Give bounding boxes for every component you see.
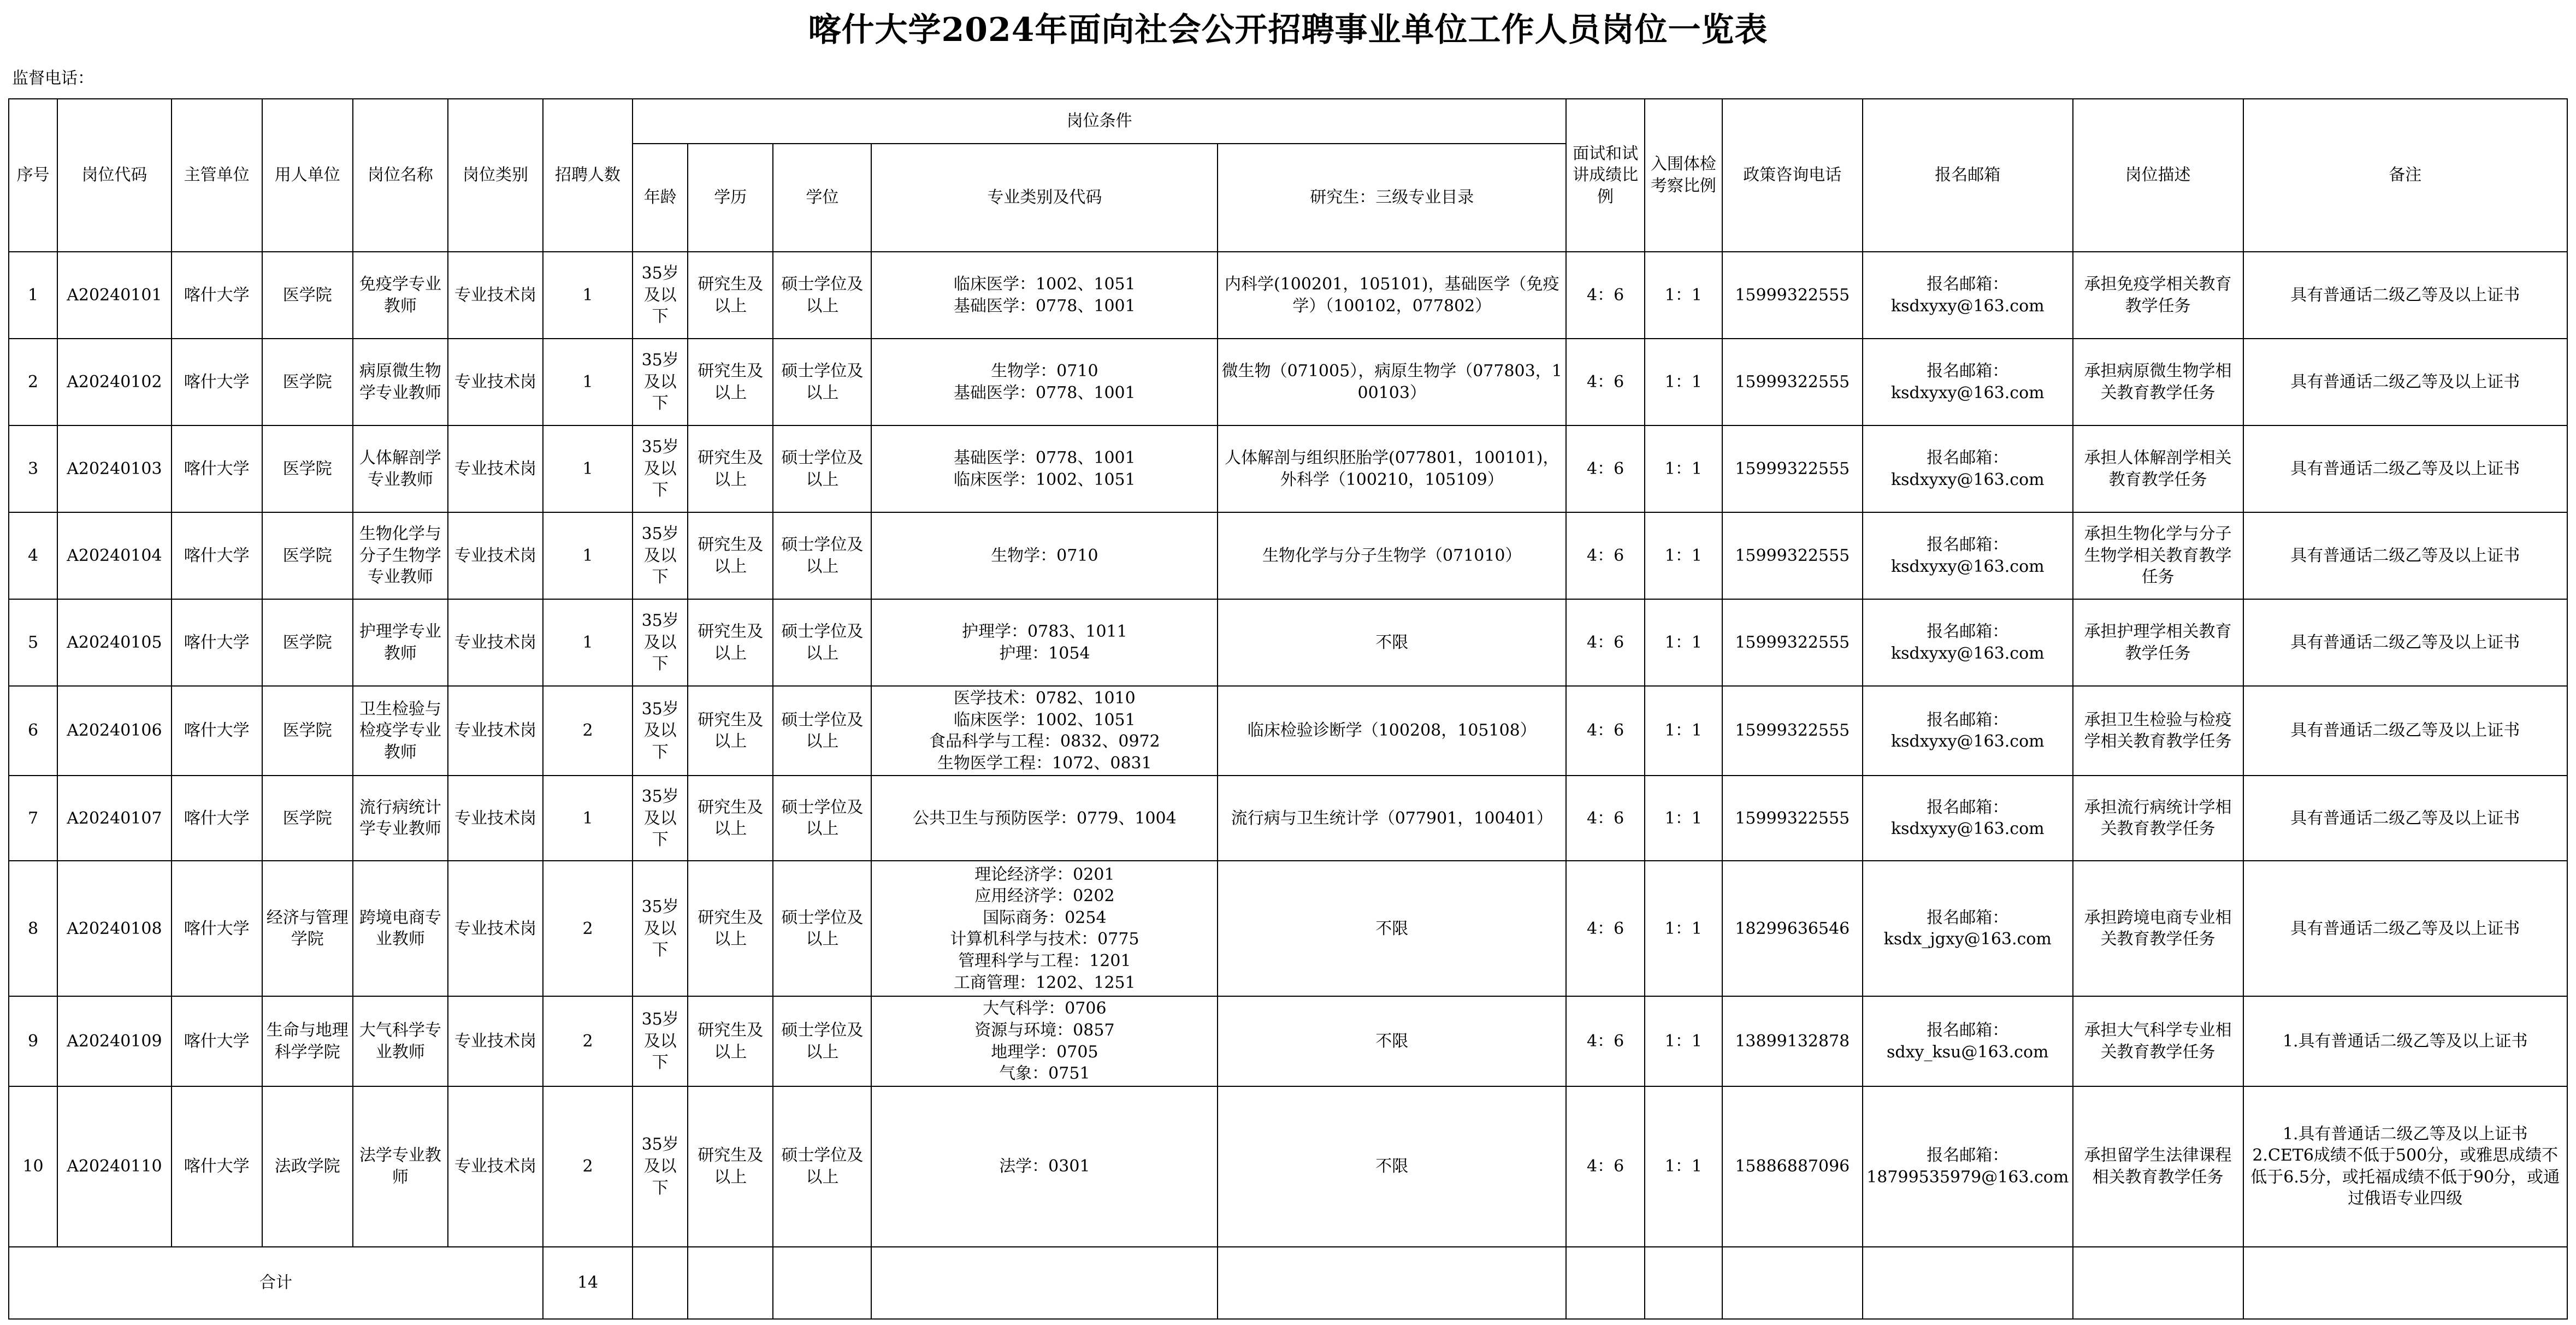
header-count: 招聘人数 <box>543 99 633 252</box>
degree-cell: 硕士学位及以上 <box>773 861 871 996</box>
header-note: 备注 <box>2243 99 2568 252</box>
hire-count: 1 <box>543 425 633 512</box>
dept-cell: 喀什大学 <box>172 1086 262 1247</box>
note-cell: 具有普通话二级乙等及以上证书 <box>2243 686 2568 776</box>
hire-count: 1 <box>543 339 633 425</box>
row-no: 9 <box>9 996 57 1086</box>
major-cell: 护理学：0783、1011 护理：1054 <box>871 599 1218 686</box>
ratio2-cell: 1：1 <box>1645 339 1722 425</box>
grad-major-cell: 微生物（071005），病原生物学（077803，100103） <box>1218 339 1566 425</box>
email-cell: 报名邮箱： ksdxyxy@163.com <box>1863 512 2073 599</box>
table-row <box>9 996 2567 1086</box>
degree-cell: 硕士学位及以上 <box>773 425 871 512</box>
hire-count: 2 <box>543 861 633 996</box>
dept-cell: 喀什大学 <box>172 776 262 861</box>
edu-cell: 研究生及以上 <box>688 512 773 599</box>
edu-cell: 研究生及以上 <box>688 339 773 425</box>
position-type: 专业技术岗 <box>448 425 543 512</box>
unit-cell: 医学院 <box>262 686 353 776</box>
desc-cell: 承担留学生法律课程相关教育教学任务 <box>2073 1086 2243 1247</box>
desc-cell: 承担病原微生物学相关教育教学任务 <box>2073 339 2243 425</box>
grad-major-cell: 不限 <box>1218 599 1566 686</box>
phone-cell: 15999322555 <box>1722 599 1863 686</box>
email-cell: 报名邮箱： sdxy_ksu@163.com <box>1863 996 2073 1086</box>
position-type: 专业技术岗 <box>448 861 543 996</box>
empty-cell <box>633 1247 688 1319</box>
header-age: 年龄 <box>633 144 688 252</box>
header-type: 岗位类别 <box>448 99 543 252</box>
table-row <box>9 861 2567 996</box>
position-code: A20240105 <box>57 599 172 686</box>
position-code: A20240103 <box>57 425 172 512</box>
degree-cell: 硕士学位及以上 <box>773 512 871 599</box>
note-cell: 具有普通话二级乙等及以上证书 <box>2243 425 2568 512</box>
position-name: 生物化学与分子生物学专业教师 <box>353 512 448 599</box>
grad-major-cell: 临床检验诊断学（100208，105108） <box>1218 686 1566 776</box>
ratio2-cell: 1：1 <box>1645 996 1722 1086</box>
row-no: 3 <box>9 425 57 512</box>
grad-major-cell: 不限 <box>1218 996 1566 1086</box>
ratio-cell: 4：6 <box>1566 599 1645 686</box>
phone-cell: 15999322555 <box>1722 776 1863 861</box>
row-no: 4 <box>9 512 57 599</box>
desc-cell: 承担护理学相关教育教学任务 <box>2073 599 2243 686</box>
empty-cell <box>2243 1247 2568 1319</box>
degree-cell: 硕士学位及以上 <box>773 686 871 776</box>
desc-cell: 承担卫生检验与检疫学相关教育教学任务 <box>2073 686 2243 776</box>
position-type: 专业技术岗 <box>448 599 543 686</box>
hire-count: 1 <box>543 599 633 686</box>
major-cell: 理论经济学：0201 应用经济学：0202 国际商务：0254 计算机科学与技术：0775 管理科学与工程：1201 工商管理：1202、1251 <box>871 861 1218 996</box>
position-code: A20240108 <box>57 861 172 996</box>
desc-cell: 承担大气科学专业相关教育教学任务 <box>2073 996 2243 1086</box>
ratio-cell: 4：6 <box>1566 1086 1645 1247</box>
row-no: 7 <box>9 776 57 861</box>
edu-cell: 研究生及以上 <box>688 1086 773 1247</box>
note-cell: 具有普通话二级乙等及以上证书 <box>2243 252 2568 339</box>
phone-cell: 15999322555 <box>1722 512 1863 599</box>
position-name: 法学专业教师 <box>353 1086 448 1247</box>
empty-cell <box>1722 1247 1863 1319</box>
phone-cell: 18299636546 <box>1722 861 1863 996</box>
hire-count: 1 <box>543 512 633 599</box>
header-name: 岗位名称 <box>353 99 448 252</box>
empty-cell <box>773 1247 871 1319</box>
header-ratio2: 入围体检考察比例 <box>1645 99 1722 252</box>
row-no: 1 <box>9 252 57 339</box>
dept-cell: 喀什大学 <box>172 425 262 512</box>
position-name: 跨境电商专业教师 <box>353 861 448 996</box>
ratio2-cell: 1：1 <box>1645 776 1722 861</box>
phone-cell: 15999322555 <box>1722 339 1863 425</box>
total-label: 合计 <box>9 1247 543 1319</box>
table-row <box>9 252 2567 339</box>
unit-cell: 法政学院 <box>262 1086 353 1247</box>
age-cell: 35岁及以下 <box>633 252 688 339</box>
unit-cell: 经济与管理学院 <box>262 861 353 996</box>
header-code: 岗位代码 <box>57 99 172 252</box>
unit-cell: 医学院 <box>262 339 353 425</box>
unit-cell: 生命与地理科学学院 <box>262 996 353 1086</box>
position-name: 流行病统计学专业教师 <box>353 776 448 861</box>
age-cell: 35岁及以下 <box>633 861 688 996</box>
degree-cell: 硕士学位及以上 <box>773 339 871 425</box>
unit-cell: 医学院 <box>262 599 353 686</box>
ratio-cell: 4：6 <box>1566 339 1645 425</box>
position-code: A20240101 <box>57 252 172 339</box>
ratio-cell: 4：6 <box>1566 861 1645 996</box>
ratio2-cell: 1：1 <box>1645 861 1722 996</box>
email-cell: 报名邮箱： ksdxyxy@163.com <box>1863 339 2073 425</box>
hire-count: 1 <box>543 252 633 339</box>
major-cell: 法学：0301 <box>871 1086 1218 1247</box>
header-conditions: 岗位条件 <box>633 99 1566 144</box>
desc-cell: 承担生物化学与分子生物学相关教育教学任务 <box>2073 512 2243 599</box>
age-cell: 35岁及以下 <box>633 339 688 425</box>
position-name: 人体解剖学专业教师 <box>353 425 448 512</box>
table-row <box>9 339 2567 425</box>
ratio-cell: 4：6 <box>1566 686 1645 776</box>
ratio2-cell: 1：1 <box>1645 599 1722 686</box>
age-cell: 35岁及以下 <box>633 1086 688 1247</box>
position-code: A20240104 <box>57 512 172 599</box>
note-cell: 具有普通话二级乙等及以上证书 <box>2243 599 2568 686</box>
desc-cell: 承担跨境电商专业相关教育教学任务 <box>2073 861 2243 996</box>
ratio-cell: 4：6 <box>1566 512 1645 599</box>
ratio-cell: 4：6 <box>1566 776 1645 861</box>
degree-cell: 硕士学位及以上 <box>773 252 871 339</box>
position-code: A20240110 <box>57 1086 172 1247</box>
email-cell: 报名邮箱： ksdxyxy@163.com <box>1863 776 2073 861</box>
position-type: 专业技术岗 <box>448 776 543 861</box>
ratio-cell: 4：6 <box>1566 252 1645 339</box>
grad-major-cell: 人体解剖与组织胚胎学(077801，100101)，外科学（100210，105109） <box>1218 425 1566 512</box>
empty-cell <box>1218 1247 1566 1319</box>
position-name: 护理学专业教师 <box>353 599 448 686</box>
position-code: A20240109 <box>57 996 172 1086</box>
phone-cell: 15999322555 <box>1722 425 1863 512</box>
hire-count: 2 <box>543 996 633 1086</box>
phone-cell: 15999322555 <box>1722 686 1863 776</box>
dept-cell: 喀什大学 <box>172 512 262 599</box>
position-type: 专业技术岗 <box>448 1086 543 1247</box>
email-cell: 报名邮箱： ksdxyxy@163.com <box>1863 425 2073 512</box>
phone-cell: 15999322555 <box>1722 252 1863 339</box>
age-cell: 35岁及以下 <box>633 776 688 861</box>
position-name: 病原微生物学专业教师 <box>353 339 448 425</box>
unit-cell: 医学院 <box>262 776 353 861</box>
position-name: 卫生检验与检疫学专业教师 <box>353 686 448 776</box>
ratio2-cell: 1：1 <box>1645 425 1722 512</box>
hire-count: 2 <box>543 686 633 776</box>
edu-cell: 研究生及以上 <box>688 252 773 339</box>
table-row <box>9 425 2567 512</box>
position-name: 免疫学专业教师 <box>353 252 448 339</box>
position-code: A20240102 <box>57 339 172 425</box>
position-code: A20240107 <box>57 776 172 861</box>
dept-cell: 喀什大学 <box>172 339 262 425</box>
header-grad: 研究生：三级专业目录 <box>1218 144 1566 252</box>
header-major: 专业类别及代码 <box>871 144 1218 252</box>
total-count: 14 <box>543 1247 633 1319</box>
position-type: 专业技术岗 <box>448 512 543 599</box>
note-cell: 具有普通话二级乙等及以上证书 <box>2243 861 2568 996</box>
major-cell: 大气科学：0706 资源与环境：0857 地理学：0705 气象：0751 <box>871 996 1218 1086</box>
note-cell: 1.具有普通话二级乙等及以上证书 2.CET6成绩不低于500分，或雅思成绩不低于6.5分，或托福成绩不低于90分，或通过俄语专业四级 <box>2243 1086 2568 1247</box>
empty-cell <box>1566 1247 1645 1319</box>
age-cell: 35岁及以下 <box>633 996 688 1086</box>
header-ratio: 面试和试讲成绩比例 <box>1566 99 1645 252</box>
major-cell: 生物学：0710 <box>871 512 1218 599</box>
grad-major-cell: 生物化学与分子生物学（071010） <box>1218 512 1566 599</box>
dept-cell: 喀什大学 <box>172 861 262 996</box>
degree-cell: 硕士学位及以上 <box>773 599 871 686</box>
unit-cell: 医学院 <box>262 425 353 512</box>
email-cell: 报名邮箱： ksdx_jgxy@163.com <box>1863 861 2073 996</box>
age-cell: 35岁及以下 <box>633 425 688 512</box>
row-no: 6 <box>9 686 57 776</box>
ratio-cell: 4：6 <box>1566 996 1645 1086</box>
ratio2-cell: 1：1 <box>1645 252 1722 339</box>
ratio2-cell: 1：1 <box>1645 686 1722 776</box>
age-cell: 35岁及以下 <box>633 512 688 599</box>
major-cell: 医学技术：0782、1010 临床医学：1002、1051 食品科学与工程：0832、0972 生物医学工程：1072、0831 <box>871 686 1218 776</box>
empty-cell <box>1863 1247 2073 1319</box>
position-type: 专业技术岗 <box>448 252 543 339</box>
ratio-cell: 4：6 <box>1566 425 1645 512</box>
email-cell: 报名邮箱： ksdxyxy@163.com <box>1863 686 2073 776</box>
empty-cell <box>1645 1247 1722 1319</box>
phone-cell: 15886887096 <box>1722 1086 1863 1247</box>
table-row <box>9 512 2567 599</box>
note-cell: 具有普通话二级乙等及以上证书 <box>2243 339 2568 425</box>
grad-major-cell: 内科学(100201，105101)，基础医学（免疫学）（100102，077802） <box>1218 252 1566 339</box>
major-cell: 临床医学：1002、1051 基础医学：0778、1001 <box>871 252 1218 339</box>
note-cell: 具有普通话二级乙等及以上证书 <box>2243 776 2568 861</box>
grad-major-cell: 不限 <box>1218 1086 1566 1247</box>
desc-cell: 承担人体解剖学相关教育教学任务 <box>2073 425 2243 512</box>
total-row <box>9 1247 2567 1319</box>
unit-cell: 医学院 <box>262 512 353 599</box>
row-no: 5 <box>9 599 57 686</box>
unit-cell: 医学院 <box>262 252 353 339</box>
table-row <box>9 686 2567 776</box>
note-cell: 具有普通话二级乙等及以上证书 <box>2243 512 2568 599</box>
hire-count: 2 <box>543 1086 633 1247</box>
dept-cell: 喀什大学 <box>172 996 262 1086</box>
positions-table <box>8 98 2568 1320</box>
table-row <box>9 599 2567 686</box>
age-cell: 35岁及以下 <box>633 599 688 686</box>
empty-cell <box>2073 1247 2243 1319</box>
table-row <box>9 776 2567 861</box>
major-cell: 基础医学：0778、1001 临床医学：1002、1051 <box>871 425 1218 512</box>
desc-cell: 承担流行病统计学相关教育教学任务 <box>2073 776 2243 861</box>
position-type: 专业技术岗 <box>448 996 543 1086</box>
phone-cell: 13899132878 <box>1722 996 1863 1086</box>
age-cell: 35岁及以下 <box>633 686 688 776</box>
header-degree: 学位 <box>773 144 871 252</box>
supervise-phone-label: 监督电话： <box>12 69 94 88</box>
header-edu: 学历 <box>688 144 773 252</box>
header-desc: 岗位描述 <box>2073 99 2243 252</box>
edu-cell: 研究生及以上 <box>688 996 773 1086</box>
dept-cell: 喀什大学 <box>172 599 262 686</box>
edu-cell: 研究生及以上 <box>688 776 773 861</box>
ratio2-cell: 1：1 <box>1645 512 1722 599</box>
note-cell: 1.具有普通话二级乙等及以上证书 <box>2243 996 2568 1086</box>
edu-cell: 研究生及以上 <box>688 861 773 996</box>
empty-cell <box>688 1247 773 1319</box>
dept-cell: 喀什大学 <box>172 252 262 339</box>
edu-cell: 研究生及以上 <box>688 425 773 512</box>
position-type: 专业技术岗 <box>448 339 543 425</box>
header-unit: 用人单位 <box>262 99 353 252</box>
degree-cell: 硕士学位及以上 <box>773 1086 871 1247</box>
position-type: 专业技术岗 <box>448 686 543 776</box>
major-cell: 公共卫生与预防医学：0779、1004 <box>871 776 1218 861</box>
position-code: A20240106 <box>57 686 172 776</box>
row-no: 2 <box>9 339 57 425</box>
row-no: 8 <box>9 861 57 996</box>
degree-cell: 硕士学位及以上 <box>773 776 871 861</box>
header-phone: 政策咨询电话 <box>1722 99 1863 252</box>
email-cell: 报名邮箱： 18799535979@163.com <box>1863 1086 2073 1247</box>
row-no: 10 <box>9 1086 57 1247</box>
header-no: 序号 <box>9 99 57 252</box>
edu-cell: 研究生及以上 <box>688 599 773 686</box>
desc-cell: 承担免疫学相关教育教学任务 <box>2073 252 2243 339</box>
position-name: 大气科学专业教师 <box>353 996 448 1086</box>
table-row <box>9 1086 2567 1247</box>
degree-cell: 硕士学位及以上 <box>773 996 871 1086</box>
grad-major-cell: 流行病与卫生统计学（077901，100401） <box>1218 776 1566 861</box>
email-cell: 报名邮箱： ksdxyxy@163.com <box>1863 599 2073 686</box>
dept-cell: 喀什大学 <box>172 686 262 776</box>
major-cell: 生物学：0710 基础医学：0778、1001 <box>871 339 1218 425</box>
page-title: 喀什大学2024年面向社会公开招聘事业单位工作人员岗位一览表 <box>808 11 1768 49</box>
edu-cell: 研究生及以上 <box>688 686 773 776</box>
ratio2-cell: 1：1 <box>1645 1086 1722 1247</box>
email-cell: 报名邮箱： ksdxyxy@163.com <box>1863 252 2073 339</box>
header-dept: 主管单位 <box>172 99 262 252</box>
empty-cell <box>871 1247 1218 1319</box>
grad-major-cell: 不限 <box>1218 861 1566 996</box>
hire-count: 1 <box>543 776 633 861</box>
header-email: 报名邮箱 <box>1863 99 2073 252</box>
